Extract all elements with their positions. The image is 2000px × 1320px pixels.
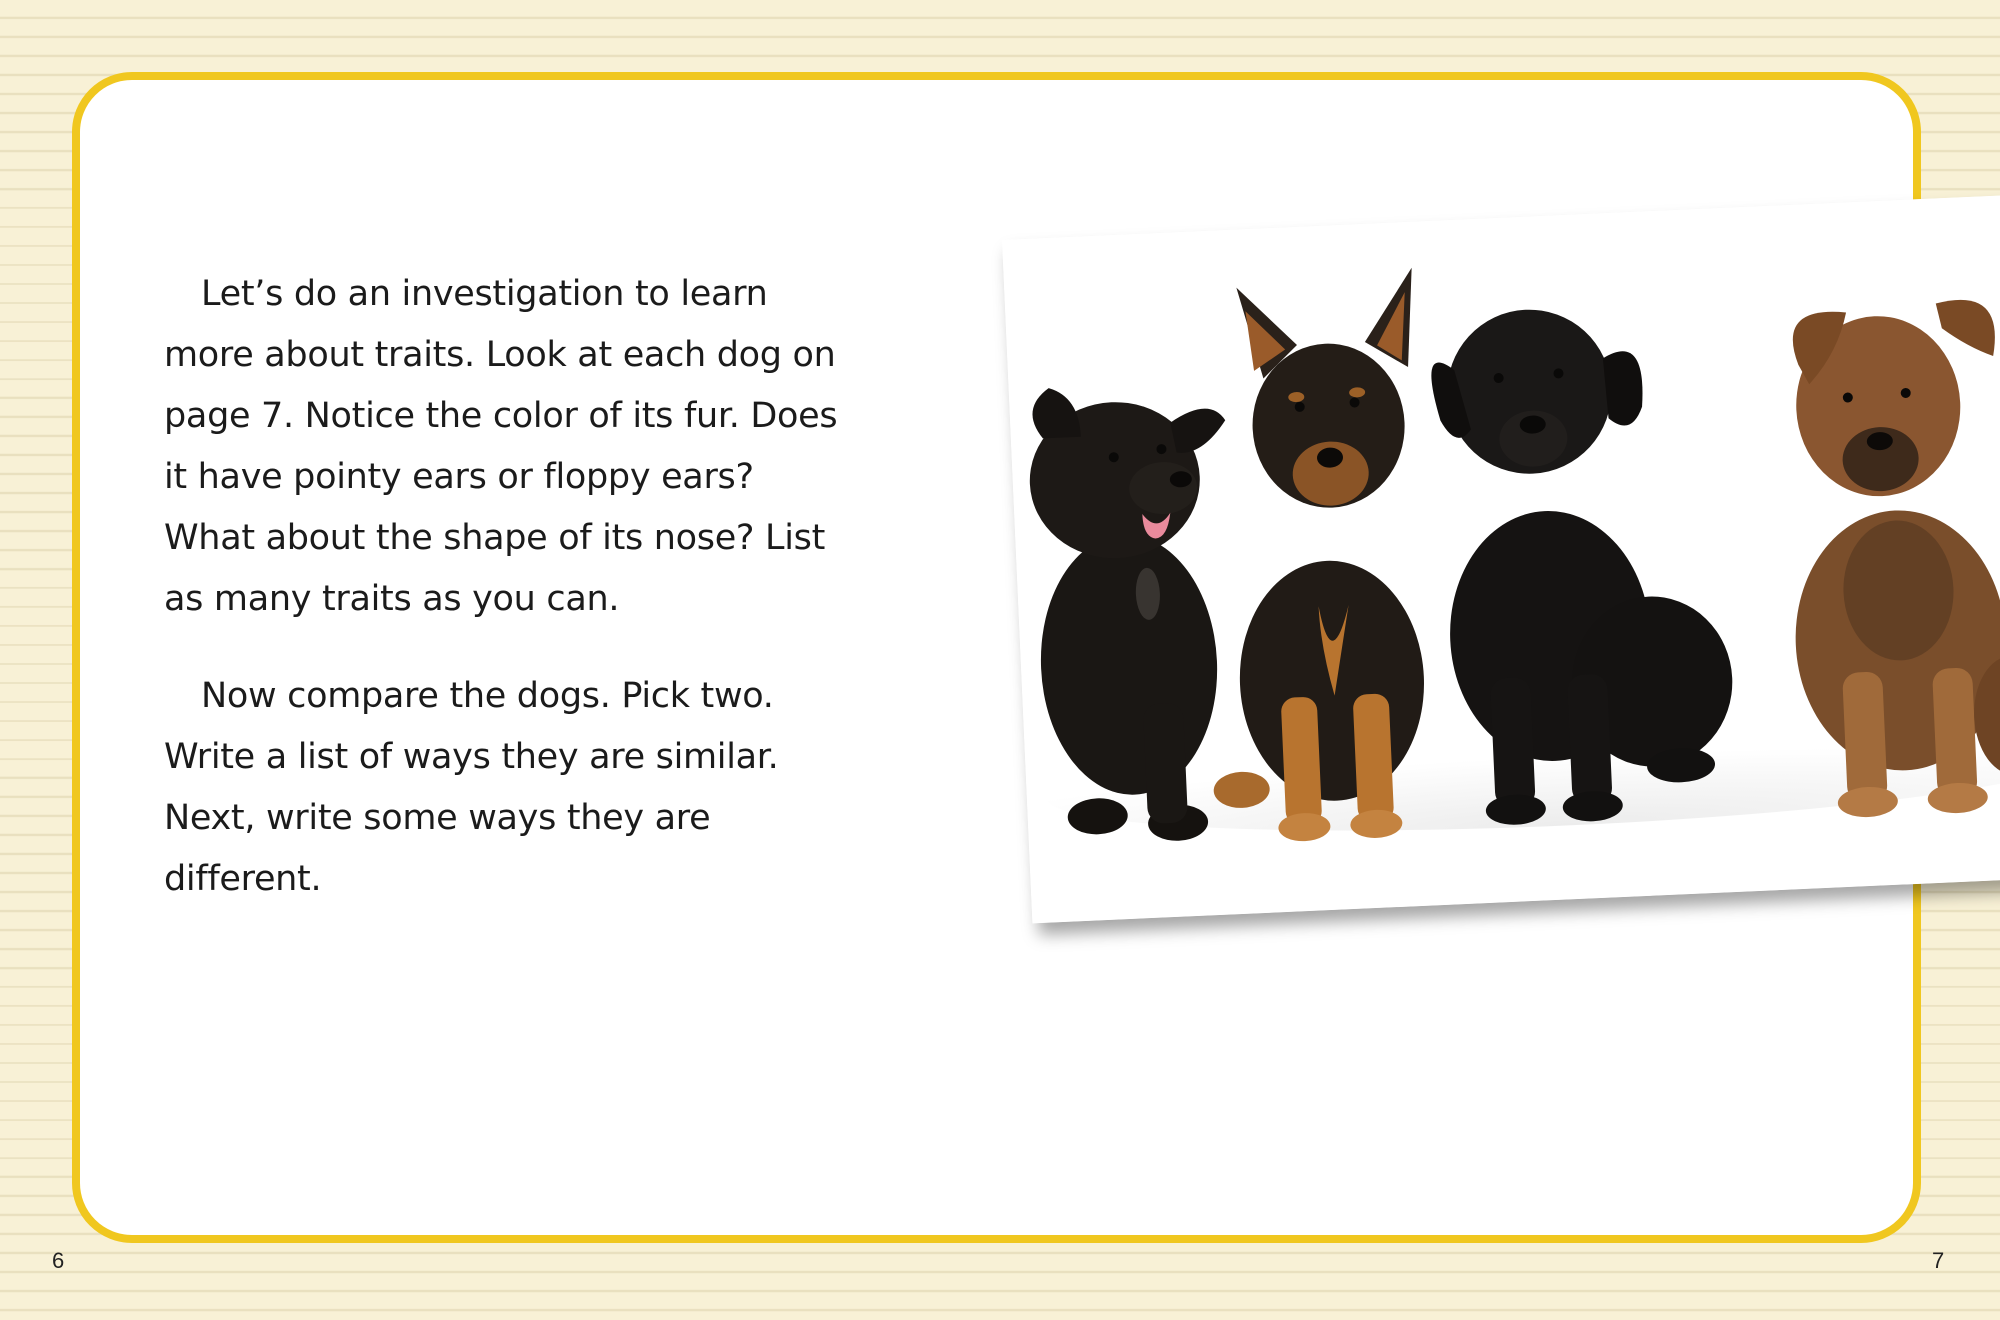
paragraph-compare: Now compare the dogs. Pick two. Write a list of ways they are similar. Next, write some ways they are different. [164,676,779,899]
puppies-photo [1002,192,2000,923]
body-text [164,264,844,946]
page-number-right: 7 [1932,1248,1945,1273]
page-number-left: 6 [52,1248,65,1273]
paragraph-investigation: Let’s do an investigation to learn more about traits. Look at each dog on page 7. Notice the color of its fur. Does it have pointy ears or floppy ears? What about the shape of its nose? List as many traits as you can. [164,274,838,619]
